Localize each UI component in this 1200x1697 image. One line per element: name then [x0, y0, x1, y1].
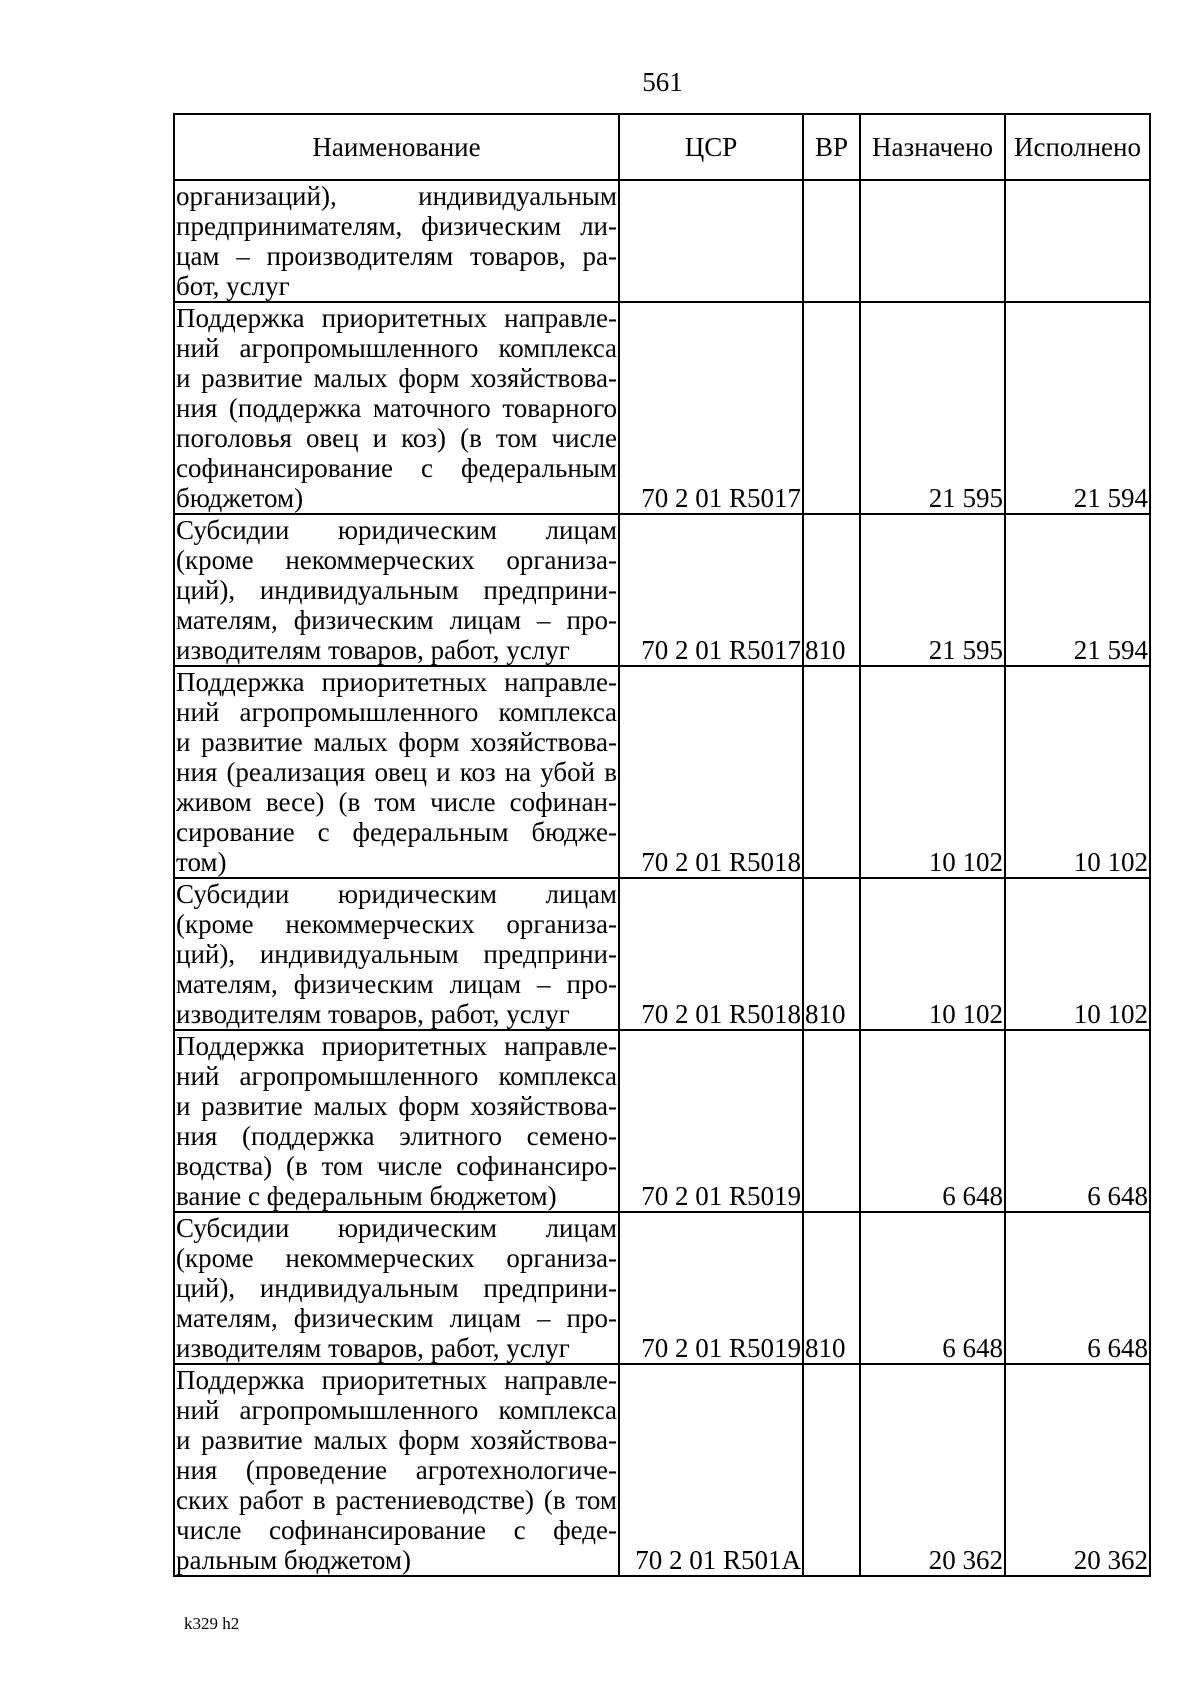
cell-executed: 10 102	[1005, 666, 1150, 878]
name-line: ния (поддержка элитного семено-	[176, 1121, 617, 1151]
name-line: изводителям товаров, работ, услуг	[176, 999, 570, 1029]
name-line: сирование с федеральным бюдже-	[176, 817, 617, 847]
cell-assigned: 10 102	[860, 878, 1005, 1030]
table-row	[174, 1030, 1150, 1212]
cell-vr: 810	[803, 878, 860, 1030]
cell-name	[174, 878, 619, 1030]
cell-vr	[803, 666, 860, 878]
table-row	[174, 666, 1150, 878]
name-line: (кроме некоммерческих организа-	[176, 545, 617, 575]
name-line: ний агропромышленного комплекса	[176, 697, 617, 727]
name-line: Поддержка приоритетных направле-	[176, 1365, 617, 1395]
header-csr: ЦСР	[619, 114, 803, 180]
table-row	[174, 1364, 1150, 1576]
table-row	[174, 878, 1150, 1030]
cell-name	[174, 1364, 619, 1576]
name-line: мателям, физическим лицам – про-	[176, 969, 617, 999]
cell-name	[174, 514, 619, 666]
cell-assigned	[860, 180, 1005, 302]
name-line: мателям, физическим лицам – про-	[176, 1303, 617, 1333]
cell-executed: 6 648	[1005, 1212, 1150, 1364]
cell-assigned: 21 595	[860, 514, 1005, 666]
cell-vr: 810	[803, 514, 860, 666]
name-line: ний агропромышленного комплекса	[176, 1395, 617, 1425]
name-line: Поддержка приоритетных направле-	[176, 303, 617, 333]
cell-executed: 21 594	[1005, 514, 1150, 666]
table-header-row	[174, 114, 1150, 180]
name-line: числе софинансирование с феде-	[176, 1515, 617, 1545]
table-row	[174, 302, 1150, 514]
name-line: софинансирование с федеральным	[176, 453, 617, 483]
table-row	[174, 1212, 1150, 1364]
name-line: водства) (в том числе софинансиро-	[176, 1151, 617, 1181]
cell-name	[174, 302, 619, 514]
name-line: Субсидии юридическим лицам	[176, 515, 617, 545]
name-line: том)	[176, 847, 227, 877]
cell-assigned: 21 595	[860, 302, 1005, 514]
cell-csr: 70 2 01 R5019	[619, 1030, 803, 1212]
budget-table	[173, 113, 1151, 1577]
name-line: цам – производителям товаров, ра-	[176, 241, 617, 271]
cell-vr	[803, 180, 860, 302]
name-line: ния (реализация овец и коз на убой в	[176, 757, 617, 787]
header-vr: ВР	[803, 114, 860, 180]
name-line: ния (проведение агротехнологиче-	[176, 1455, 617, 1485]
cell-executed: 10 102	[1005, 878, 1150, 1030]
cell-assigned: 6 648	[860, 1212, 1005, 1364]
cell-name	[174, 180, 619, 302]
name-line: Поддержка приоритетных направле-	[176, 667, 617, 697]
cell-assigned: 6 648	[860, 1030, 1005, 1212]
name-line: Поддержка приоритетных направле-	[176, 1031, 617, 1061]
cell-csr	[619, 180, 803, 302]
header-executed: Исполнено	[1005, 114, 1150, 180]
cell-assigned: 20 362	[860, 1364, 1005, 1576]
name-line: изводителям товаров, работ, услуг	[176, 635, 570, 665]
cell-name	[174, 666, 619, 878]
cell-name	[174, 1212, 619, 1364]
cell-name	[174, 1030, 619, 1212]
cell-executed	[1005, 180, 1150, 302]
name-line: ций), индивидуальным предприни-	[176, 1273, 617, 1303]
name-line: живом весе) (в том числе софинан-	[176, 787, 617, 817]
footer-code: k329 h2	[184, 1614, 240, 1633]
name-line: вание с федеральным бюджетом)	[176, 1181, 557, 1211]
cell-csr: 70 2 01 R501A	[619, 1364, 803, 1576]
cell-vr	[803, 302, 860, 514]
name-line: и развитие малых форм хозяйствова-	[176, 727, 617, 757]
cell-executed: 20 362	[1005, 1364, 1150, 1576]
name-line: поголовья овец и коз) (в том числе	[176, 423, 617, 453]
header-name: Наименование	[174, 114, 619, 180]
name-line: (кроме некоммерческих организа-	[176, 909, 617, 939]
name-line: предпринимателям, физическим ли-	[176, 211, 617, 241]
name-line: ральным бюджетом)	[176, 1545, 411, 1575]
cell-assigned: 10 102	[860, 666, 1005, 878]
cell-csr: 70 2 01 R5018	[619, 666, 803, 878]
name-line: ций), индивидуальным предприни-	[176, 939, 617, 969]
name-line: организаций), индивидуальным	[176, 181, 617, 211]
cell-vr	[803, 1030, 860, 1212]
name-line: изводителям товаров, работ, услуг	[176, 1333, 570, 1363]
table-row	[174, 180, 1150, 302]
name-line: ций), индивидуальным предприни-	[176, 575, 617, 605]
header-assigned: Назначено	[860, 114, 1005, 180]
page-number: 561	[642, 67, 683, 97]
name-line: и развитие малых форм хозяйствова-	[176, 1425, 617, 1455]
cell-csr: 70 2 01 R5017	[619, 514, 803, 666]
table-row	[174, 514, 1150, 666]
name-line: бюджетом)	[176, 483, 304, 513]
name-line: (кроме некоммерческих организа-	[176, 1243, 617, 1273]
cell-csr: 70 2 01 R5019	[619, 1212, 803, 1364]
name-line: и развитие малых форм хозяйствова-	[176, 1091, 617, 1121]
name-line: мателям, физическим лицам – про-	[176, 605, 617, 635]
name-line: бот, услуг	[176, 271, 290, 301]
cell-vr: 810	[803, 1212, 860, 1364]
cell-vr	[803, 1364, 860, 1576]
cell-csr: 70 2 01 R5018	[619, 878, 803, 1030]
name-line: ских работ в растениеводстве) (в том	[176, 1485, 617, 1515]
name-line: ния (поддержка маточного товарного	[176, 393, 617, 423]
table-body	[174, 180, 1150, 1576]
name-line: и развитие малых форм хозяйствова-	[176, 363, 617, 393]
cell-csr: 70 2 01 R5017	[619, 302, 803, 514]
name-line: Субсидии юридическим лицам	[176, 879, 617, 909]
name-line: ний агропромышленного комплекса	[176, 1061, 617, 1091]
cell-executed: 6 648	[1005, 1030, 1150, 1212]
name-line: Субсидии юридическим лицам	[176, 1213, 617, 1243]
cell-executed: 21 594	[1005, 302, 1150, 514]
name-line: ний агропромышленного комплекса	[176, 333, 617, 363]
